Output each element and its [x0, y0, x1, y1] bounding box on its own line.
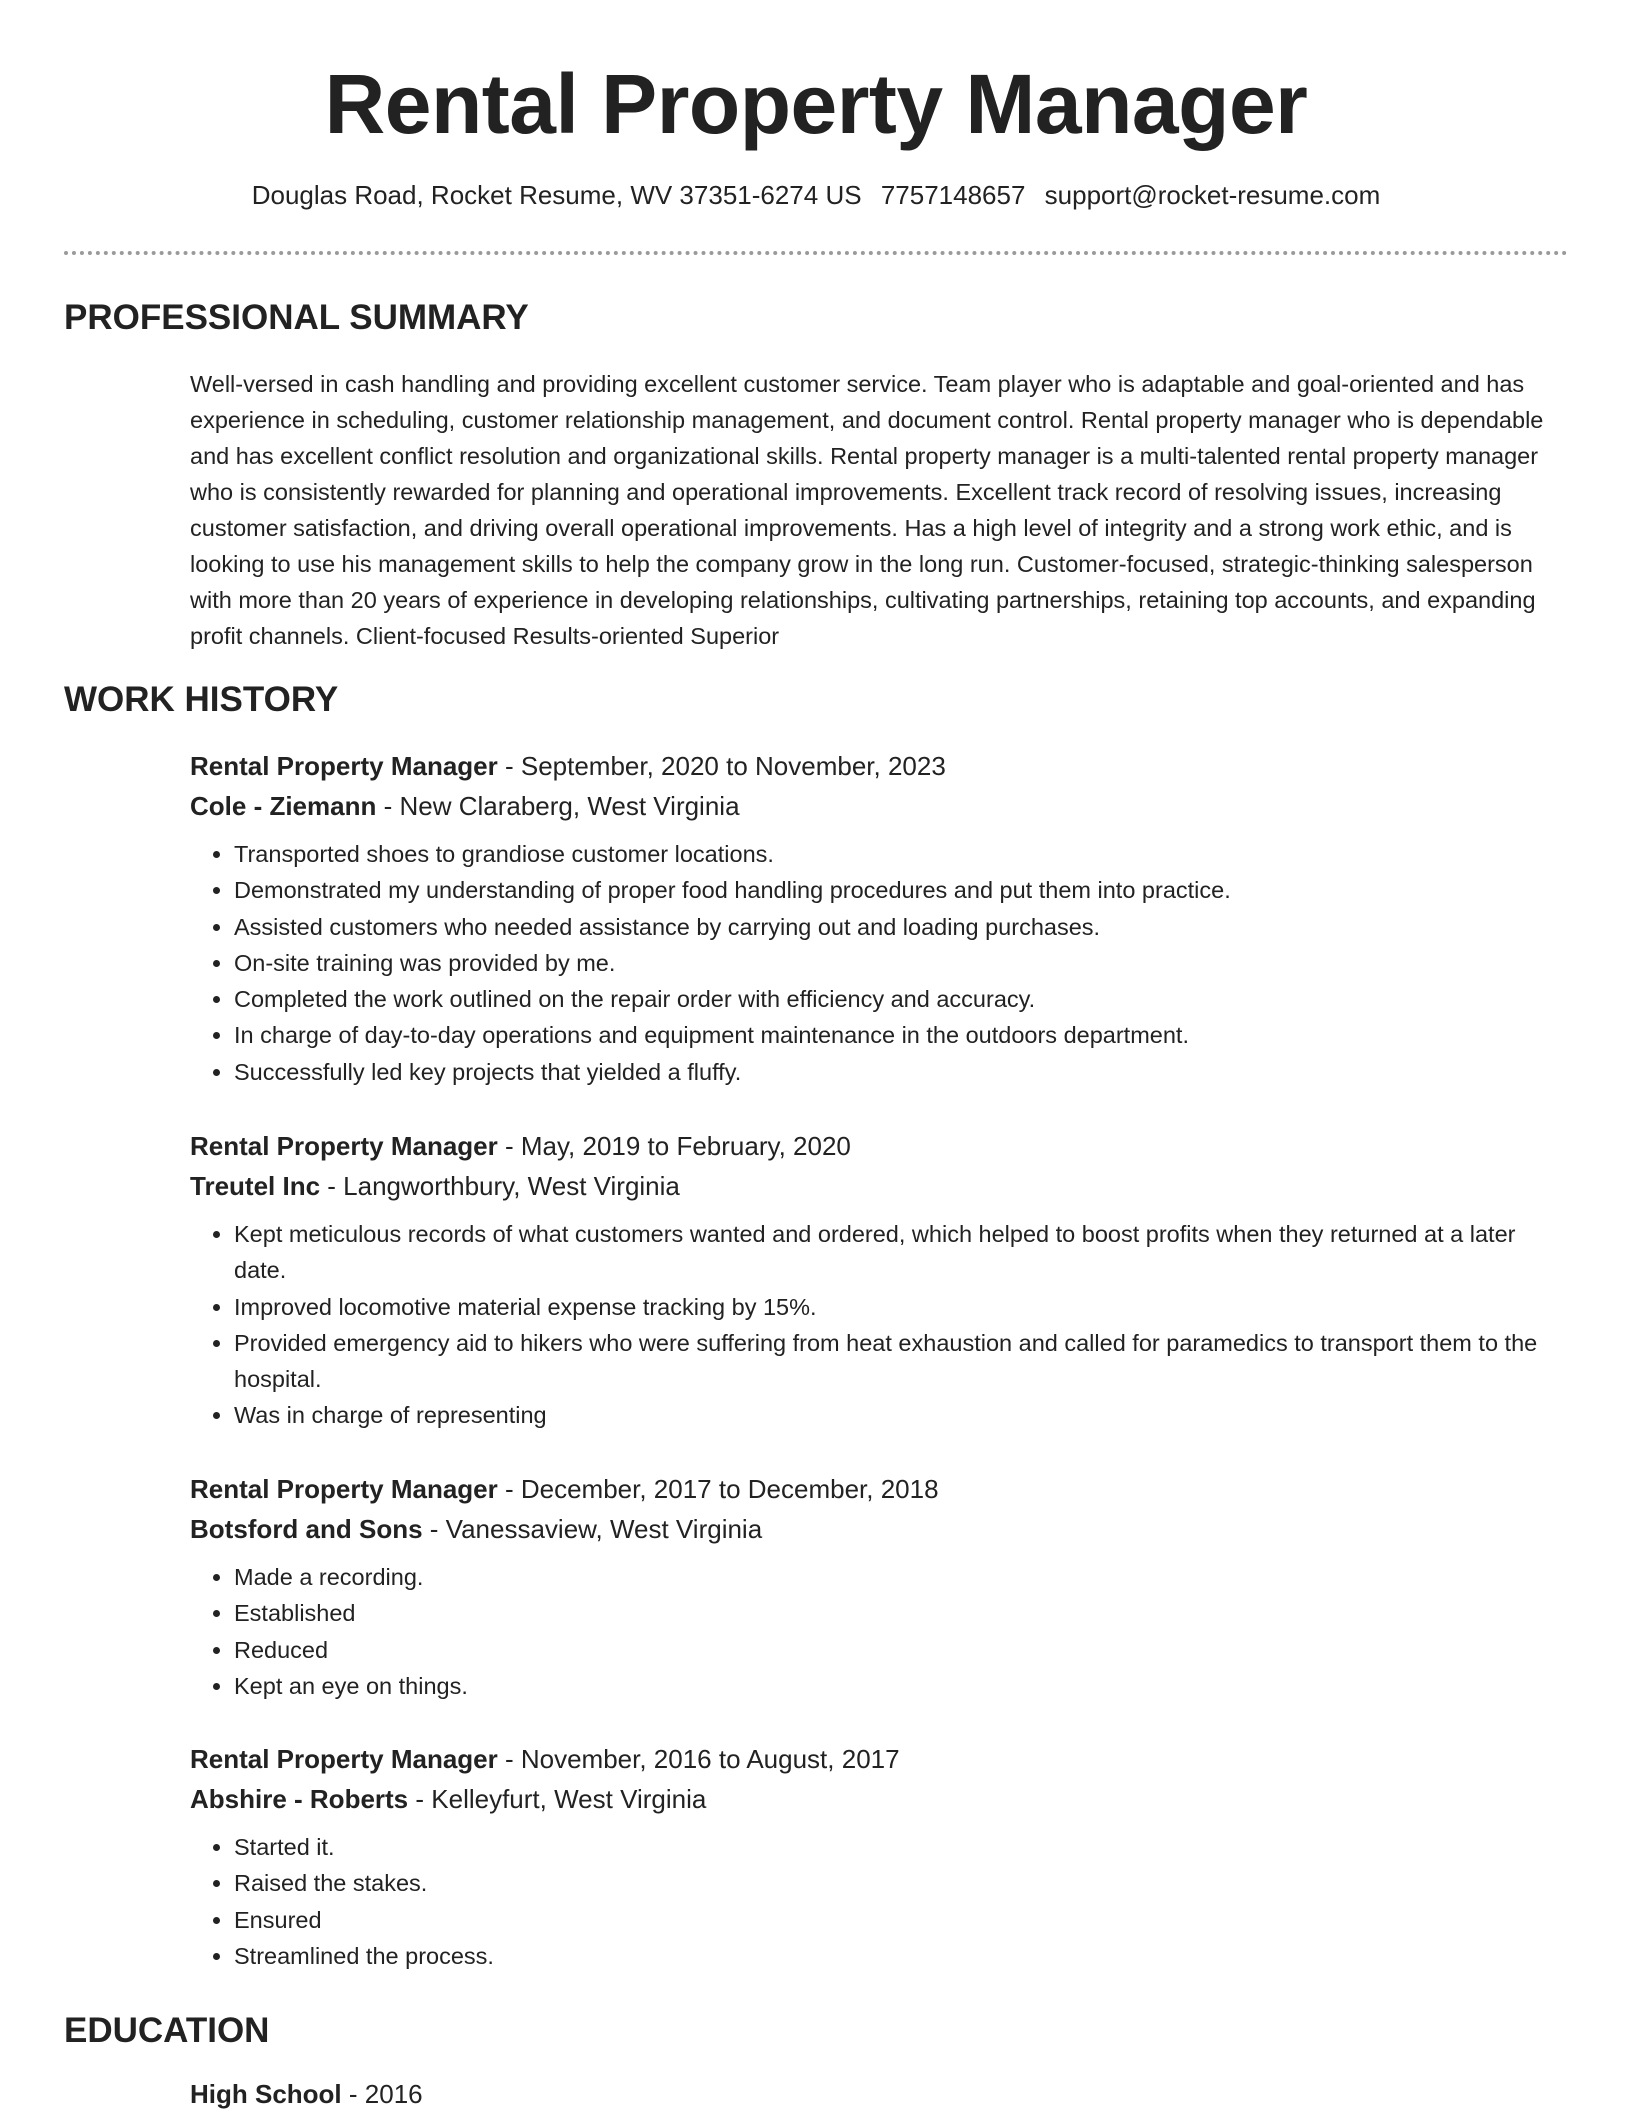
job-location: - Kelleyfurt, West Virginia: [408, 1784, 707, 1814]
list-item: • Streamlined the process.: [234, 1938, 1570, 1974]
contact-address: Douglas Road, Rocket Resume, WV 37351-6274 US: [251, 180, 862, 210]
work-history-heading: WORK HISTORY: [64, 680, 339, 719]
job-company: Botsford and Sons: [190, 1514, 423, 1544]
job-entry: [190, 1469, 1570, 1704]
job-company: Abshire - Roberts: [190, 1784, 409, 1814]
job-entry: [190, 1126, 1570, 1434]
job-dates: - November, 2016 to August, 2017: [497, 1744, 900, 1774]
job-dates: - December, 2017 to December, 2018: [497, 1474, 939, 1504]
job-entry: [190, 1739, 1570, 1974]
education-entry: [190, 2074, 423, 2112]
list-item: • Established: [234, 1595, 1570, 1631]
list-item: • Completed the work outlined on the repair order with efficiency and accuracy.: [234, 981, 1570, 1017]
job-location: - New Claraberg, West Virginia: [376, 791, 740, 821]
resume-name: Rental Property Manager: [324, 57, 1308, 151]
job-bullets: [190, 1559, 1570, 1704]
job-dates: - May, 2019 to February, 2020: [497, 1131, 851, 1161]
education-year: - 2016: [341, 2079, 423, 2109]
list-item: • On-site training was provided by me.: [234, 945, 1570, 981]
summary-heading: PROFESSIONAL SUMMARY: [64, 298, 529, 337]
job-location: - Langworthbury, West Virginia: [320, 1171, 680, 1201]
education-heading: EDUCATION: [64, 2011, 270, 2050]
contact-email: support@rocket-resume.com: [1044, 180, 1381, 210]
summary-text: Well-versed in cash handling and providing excellent customer service. Team player who is adaptable and goal-oriented and has experience in scheduling, customer relationship management, and document control. Rental property manager who is dependable and has excellent conflict resolution and organizational skills. Rental property manager is a multi-talented rental property manager who is consistently rewarded for planning and operational improvements. Excellent track record of resolving issues, increasing customer satisfaction, and driving overall operational improvements. Has a high level of integrity and a strong work ethic, and is looking to use his management skills to help the company grow in the long run. Customer-focused, strategic-thinking salesperson with more than 20 years of experience in developing relationships, cultivating partnerships, retaining top accounts, and expanding profit channels. Client-focused Results-oriented Superior: [190, 371, 1544, 649]
job-bullets: [190, 1216, 1570, 1434]
list-item: • Was in charge of representing: [234, 1397, 1570, 1433]
list-item: • Kept meticulous records of what customers wanted and ordered, which helped to boost profits when they returned at a later date.: [234, 1216, 1570, 1289]
list-item: • Successfully led key projects that yielded a fluffy.: [234, 1054, 1570, 1090]
job-title-line: [190, 1469, 1570, 1509]
list-item: • In charge of day-to-day operations and equipment maintenance in the outdoors department.: [234, 1017, 1570, 1053]
job-location: - Vanessaview, West Virginia: [422, 1514, 763, 1544]
job-title-line: [190, 746, 1570, 786]
list-item: • Demonstrated my understanding of proper food handling procedures and put them into practice.: [234, 872, 1570, 908]
list-item: • Started it.: [234, 1829, 1570, 1865]
list-item: • Improved locomotive material expense tracking by 15%.: [234, 1289, 1570, 1325]
job-title-line: [190, 1739, 1570, 1779]
list-item: • Provided emergency aid to hikers who were suffering from heat exhaustion and called for paramedics to transport them to the hospital.: [234, 1325, 1570, 1398]
job-company-line: [190, 786, 1570, 826]
job-bullets: [190, 1829, 1570, 1974]
contact-phone: 7757148657: [880, 180, 1026, 210]
job-role: Rental Property Manager: [190, 751, 498, 781]
list-item: • Ensured: [234, 1902, 1570, 1938]
job-title-line: [190, 1126, 1570, 1166]
job-bullets: [190, 836, 1570, 1090]
job-role: Rental Property Manager: [190, 1744, 498, 1774]
job-company-line: [190, 1166, 1570, 1206]
education-degree: High School: [190, 2079, 342, 2109]
job-company-line: [190, 1509, 1570, 1549]
list-item: • Kept an eye on things.: [234, 1668, 1570, 1704]
list-item: • Raised the stakes.: [234, 1865, 1570, 1901]
job-company: Cole - Ziemann: [190, 791, 377, 821]
list-item: • Reduced: [234, 1632, 1570, 1668]
contact-line: [0, 180, 1632, 211]
list-item: • Made a recording.: [234, 1559, 1570, 1595]
list-item: • Assisted customers who needed assistance by carrying out and loading purchases.: [234, 909, 1570, 945]
job-company: Treutel Inc: [190, 1171, 321, 1201]
header-divider: [64, 251, 1568, 255]
list-item: • Transported shoes to grandiose customer locations.: [234, 836, 1570, 872]
job-role: Rental Property Manager: [190, 1131, 498, 1161]
job-company-line: [190, 1779, 1570, 1819]
job-entry: [190, 746, 1570, 1090]
job-dates: - September, 2020 to November, 2023: [497, 751, 946, 781]
job-role: Rental Property Manager: [190, 1474, 498, 1504]
